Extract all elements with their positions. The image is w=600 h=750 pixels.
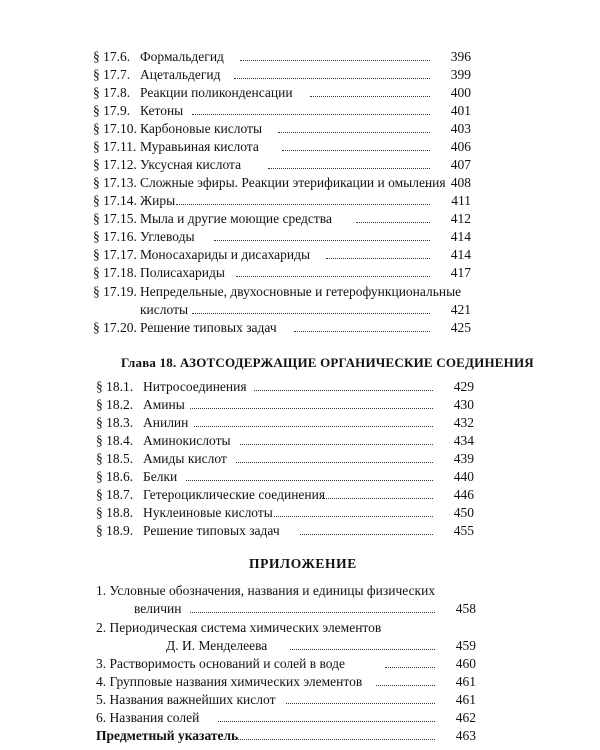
dot-leader — [192, 114, 430, 115]
dot-leader — [236, 462, 433, 463]
toc-entry[interactable] — [0, 66, 480, 83]
section-title: Жиры — [140, 193, 176, 208]
dot-leader — [356, 222, 430, 223]
page-number: 421 — [450, 302, 471, 317]
dot-leader — [190, 612, 435, 613]
section-title: Карбоновые кислоты — [140, 121, 263, 136]
appendix-title: 6. Названия солей — [96, 710, 200, 725]
section-title: Амиды кислот — [143, 451, 227, 466]
section-number: § 18.2. — [96, 397, 134, 412]
page-number: 414 — [450, 247, 471, 262]
toc-entry[interactable] — [0, 709, 480, 726]
section-title: Амины — [143, 397, 185, 412]
toc-entry[interactable] — [0, 396, 480, 413]
toc-entry[interactable] — [0, 504, 480, 521]
appendix-title: 3. Растворимость оснований и солей в воде — [96, 656, 345, 671]
section-number: § 18.9. — [96, 523, 134, 538]
dot-leader — [423, 186, 430, 187]
page-number: 407 — [450, 157, 471, 172]
page-number: 458 — [455, 601, 476, 616]
dot-leader — [320, 498, 433, 499]
page-number: 463 — [455, 728, 476, 743]
section-number: § 17.18. — [93, 265, 137, 280]
dot-leader — [376, 685, 435, 686]
page-number: 425 — [450, 320, 471, 335]
toc-entry[interactable] — [0, 102, 480, 119]
section-title: Аминокислоты — [143, 433, 231, 448]
dot-leader — [214, 240, 430, 241]
dot-leader — [274, 516, 433, 517]
dot-leader — [236, 739, 435, 740]
section-title: Анилин — [143, 415, 189, 430]
section-title: Решение типовых задач — [143, 523, 280, 538]
section-number: § 17.20. — [93, 320, 137, 335]
appendix-title: 5. Названия важнейших кислот — [96, 692, 276, 707]
toc-entry[interactable] — [0, 450, 480, 467]
toc-entry[interactable] — [0, 468, 480, 485]
appendix-title-continuation: величин — [134, 601, 182, 616]
section-title: Муравьиная кислота — [140, 139, 259, 154]
section-number: § 18.4. — [96, 433, 134, 448]
toc-entry[interactable] — [0, 414, 480, 431]
toc-entry[interactable] — [0, 174, 480, 191]
dot-leader — [286, 703, 435, 704]
toc-entry[interactable] — [0, 522, 480, 539]
page-number: 455 — [453, 523, 474, 538]
appendix-heading: ПРИЛОЖЕНИЕ — [249, 556, 357, 571]
page-number: 461 — [455, 674, 476, 689]
section-number: § 17.16. — [93, 229, 137, 244]
section-title: Формальдегид — [140, 49, 224, 64]
dot-leader — [192, 313, 430, 314]
page-number: 430 — [453, 397, 474, 412]
page-number: 417 — [450, 265, 471, 280]
page-number: 461 — [455, 692, 476, 707]
section-number: § 17.19. — [93, 284, 137, 299]
toc-entry[interactable] — [0, 283, 480, 300]
toc-entry[interactable] — [0, 192, 480, 209]
section-number: § 18.6. — [96, 469, 134, 484]
section-number: § 17.6. — [93, 49, 131, 64]
page-number: 411 — [451, 193, 471, 208]
dot-leader — [194, 426, 433, 427]
page-number: 460 — [455, 656, 476, 671]
dot-leader — [300, 534, 433, 535]
toc-entry[interactable] — [0, 486, 480, 503]
chapter-heading: Глава 18. АЗОТСОДЕРЖАЩИЕ ОРГАНИЧЕСКИЕ СОЕДИНЕНИЯ — [121, 355, 534, 370]
dot-leader — [186, 480, 433, 481]
section-number: § 18.8. — [96, 505, 134, 520]
page-number: 450 — [453, 505, 474, 520]
toc-entry[interactable] — [0, 319, 480, 336]
page-number: 396 — [450, 49, 471, 64]
section-number: § 18.3. — [96, 415, 134, 430]
section-title: Углеводы — [140, 229, 195, 244]
section-number: § 17.17. — [93, 247, 137, 262]
dot-leader — [236, 276, 430, 277]
page-number: 401 — [450, 103, 471, 118]
page-number: 406 — [450, 139, 471, 154]
dot-leader — [278, 132, 430, 133]
toc-entry[interactable] — [0, 673, 480, 690]
toc-entry[interactable] — [0, 432, 480, 449]
toc-entry-continuation[interactable] — [0, 637, 480, 654]
section-number: § 17.14. — [93, 193, 137, 208]
toc-entry[interactable] — [0, 210, 480, 227]
toc-entry[interactable] — [0, 727, 480, 744]
section-title: Уксусная кислота — [140, 157, 242, 172]
toc-entry[interactable] — [0, 120, 480, 137]
section-title: Полисахариды — [140, 265, 225, 280]
toc-entry[interactable] — [0, 582, 480, 599]
page-number: 412 — [450, 211, 471, 226]
page-number: 414 — [450, 229, 471, 244]
toc-entry-continuation[interactable] — [0, 301, 480, 318]
page-number: 403 — [450, 121, 471, 136]
dot-leader — [176, 204, 430, 205]
appendix-title: 2. Периодическая система химических элементов — [96, 620, 382, 635]
toc-entry[interactable] — [0, 378, 480, 395]
section-number: § 17.8. — [93, 85, 131, 100]
page-number: 446 — [453, 487, 474, 502]
appendix-title: 4. Групповые названия химических элементов — [96, 674, 363, 689]
toc-entry[interactable] — [0, 228, 480, 245]
section-title: Нуклеиновые кислоты — [143, 505, 273, 520]
dot-leader — [294, 331, 430, 332]
page-number: 432 — [453, 415, 474, 430]
dot-leader — [385, 667, 435, 668]
dot-leader — [234, 78, 430, 79]
toc-entry[interactable] — [0, 48, 480, 65]
toc-entry[interactable] — [0, 619, 480, 636]
section-number: § 17.9. — [93, 103, 131, 118]
section-number: § 18.1. — [96, 379, 134, 394]
dot-leader — [190, 408, 433, 409]
page-number: 399 — [450, 67, 471, 82]
appendix-title: 1. Условные обозначения, названия и единицы физических — [96, 583, 436, 598]
section-title: Реакции поликонденсации — [140, 85, 293, 100]
dot-leader — [218, 721, 435, 722]
toc-entry[interactable] — [0, 156, 480, 173]
section-number: § 18.7. — [96, 487, 134, 502]
page-number: 462 — [455, 710, 476, 725]
page-number: 408 — [450, 175, 471, 190]
section-title: Решение типовых задач — [140, 320, 277, 335]
dot-leader — [310, 96, 430, 97]
appendix-title-continuation: Д. И. Менделеева — [166, 638, 268, 653]
page-number: 400 — [450, 85, 471, 100]
toc-entry[interactable] — [0, 691, 480, 708]
section-title: Сложные эфиры. Реакции этерификации и омыления — [140, 175, 446, 190]
section-number: § 18.5. — [96, 451, 134, 466]
page-number: 434 — [453, 433, 474, 448]
section-number: § 17.7. — [93, 67, 131, 82]
toc-entry[interactable] — [0, 655, 480, 672]
section-title: Гетероциклические соединения — [143, 487, 326, 502]
subject-index-title: Предметный указатель — [96, 728, 239, 743]
section-title: Кетоны — [140, 103, 184, 118]
page-number: 440 — [453, 469, 474, 484]
page-number: 439 — [453, 451, 474, 466]
section-title: Белки — [143, 469, 178, 484]
toc-entry[interactable] — [0, 264, 480, 281]
section-title: Мыла и другие моющие средства — [140, 211, 332, 226]
dot-leader — [290, 649, 435, 650]
section-title: Моносахариды и дисахариды — [140, 247, 311, 262]
toc-entry[interactable] — [0, 84, 480, 101]
section-number: § 17.11. — [93, 139, 137, 154]
section-title: Непредельные, двухосновные и гетерофункциональные — [140, 284, 462, 299]
dot-leader — [254, 390, 433, 391]
page-number: 429 — [453, 379, 474, 394]
section-title: Нитросоединения — [143, 379, 247, 394]
dot-leader — [268, 168, 430, 169]
section-title: Ацетальдегид — [140, 67, 221, 82]
section-title-continuation: кислоты — [140, 302, 189, 317]
section-number: § 17.10. — [93, 121, 137, 136]
section-number: § 17.12. — [93, 157, 137, 172]
section-number: § 17.15. — [93, 211, 137, 226]
dot-leader — [282, 150, 430, 151]
dot-leader — [240, 60, 430, 61]
section-number: § 17.13. — [93, 175, 137, 190]
page-number: 459 — [455, 638, 476, 653]
toc-entry[interactable] — [0, 138, 480, 155]
toc-entry[interactable] — [0, 246, 480, 263]
dot-leader — [326, 258, 430, 259]
dot-leader — [240, 444, 433, 445]
toc-entry-continuation[interactable] — [0, 600, 480, 617]
